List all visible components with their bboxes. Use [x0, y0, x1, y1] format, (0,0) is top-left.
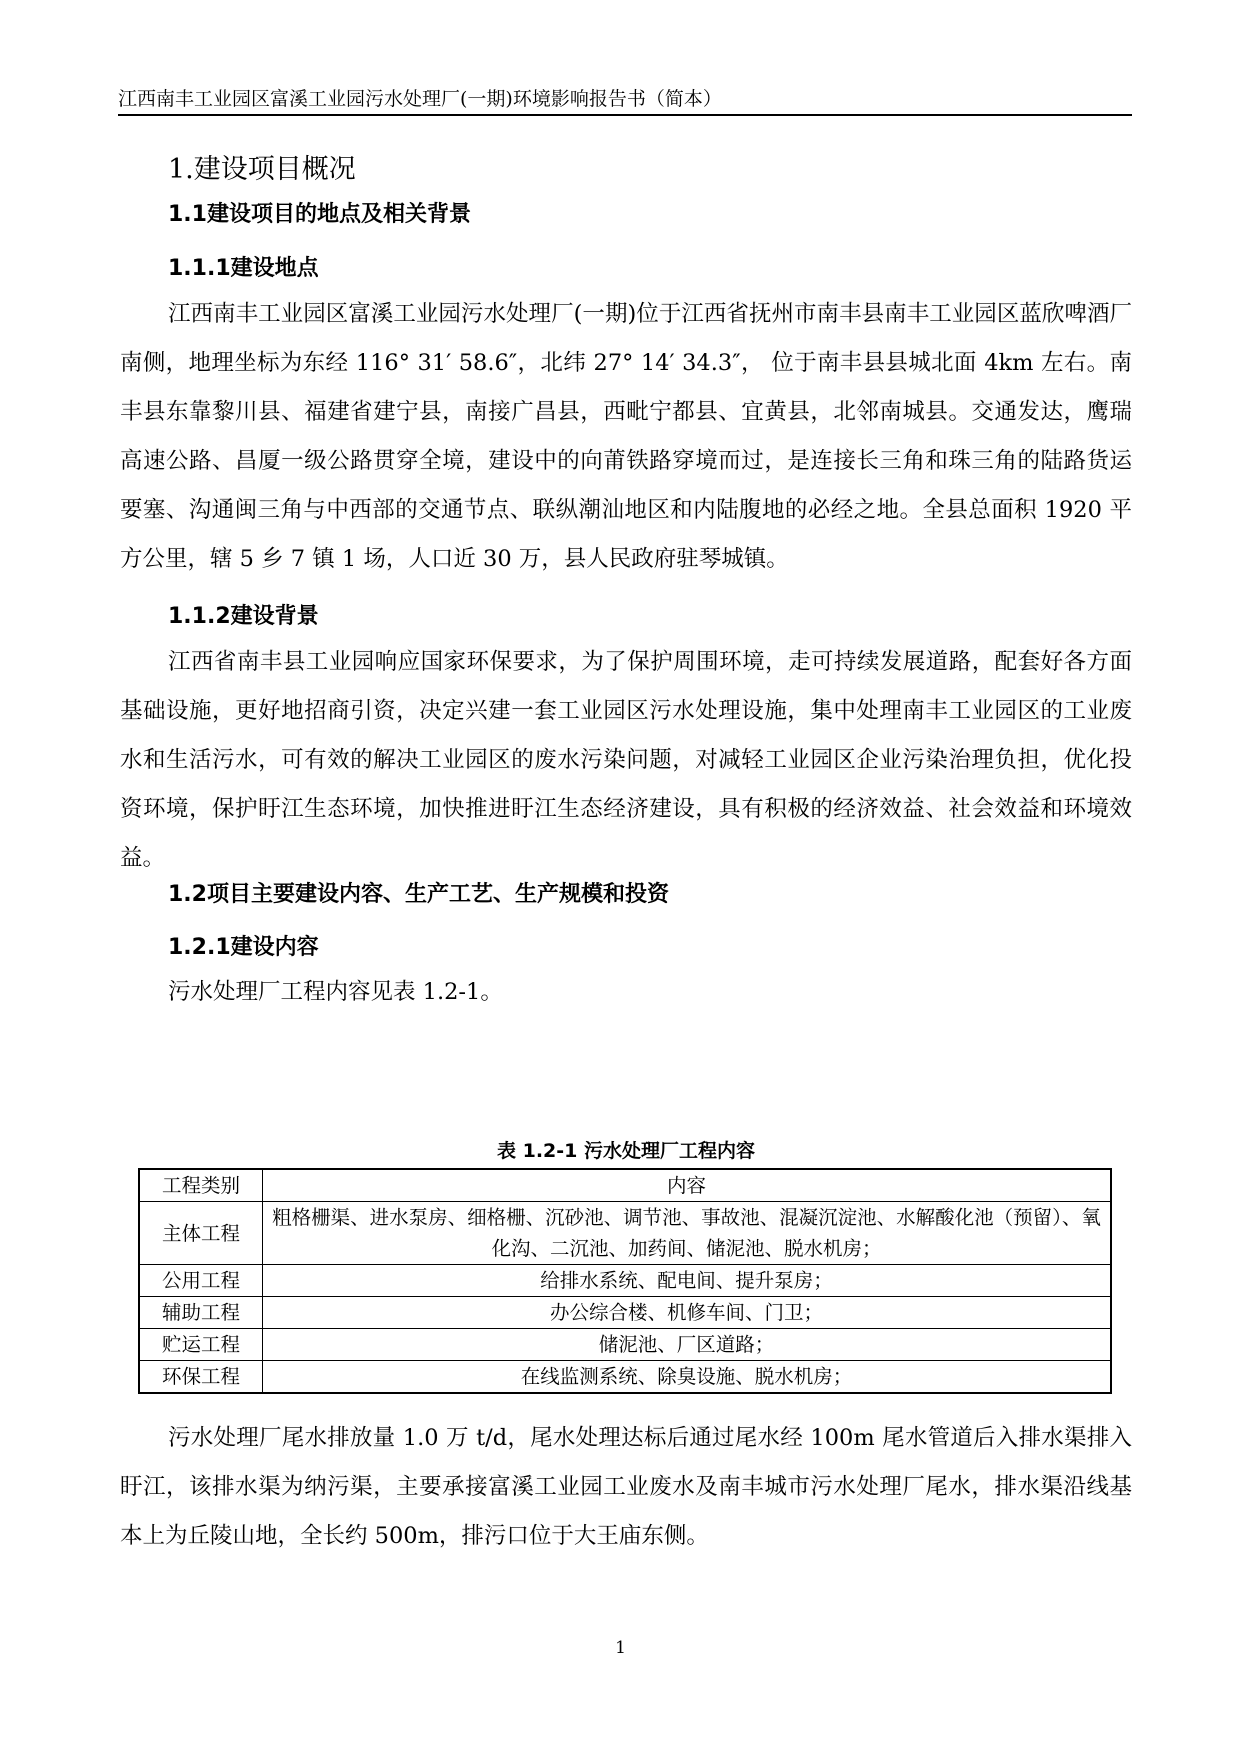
table-cell-category: 公用工程 — [139, 1265, 263, 1297]
table-cell-content: 给排水系统、配电间、提升泵房； — [263, 1265, 1112, 1297]
table-cell-category: 主体工程 — [139, 1202, 263, 1265]
subsection-heading-1-1-2: 1.1.2建设背景 — [168, 604, 319, 629]
table-header-cell: 内容 — [263, 1169, 1112, 1202]
subsection-heading-1-1-1: 1.1.1建设地点 — [168, 256, 319, 281]
section-heading-1-1: 1.1建设项目的地点及相关背景 — [168, 202, 471, 227]
subsection-heading-1-2-1: 1.2.1建设内容 — [168, 935, 319, 960]
section-heading-1-2: 1.2项目主要建设内容、生产工艺、生产规模和投资 — [168, 882, 669, 907]
table-caption: 表 1.2-1 污水处理厂工程内容 — [497, 1140, 755, 1162]
table-row — [139, 1297, 1111, 1329]
chapter-title: 1.建设项目概况 — [168, 154, 356, 185]
table-cell-content: 办公综合楼、机修车间、门卫； — [263, 1297, 1112, 1329]
running-header: 江西南丰工业园区富溪工业园污水处理厂(一期)环境影响报告书（简本） — [118, 84, 1132, 116]
page-number: 1 — [615, 1638, 626, 1658]
table-row — [139, 1202, 1111, 1265]
table-cell-content: 储泥池、厂区道路； — [263, 1329, 1112, 1361]
table-header-row — [139, 1169, 1111, 1202]
table-cell-content: 在线监测系统、除臭设施、脱水机房； — [263, 1361, 1112, 1394]
table-cell-category: 贮运工程 — [139, 1329, 263, 1361]
table-header-cell: 工程类别 — [139, 1169, 263, 1202]
table-row — [139, 1329, 1111, 1361]
table-cell-category: 辅助工程 — [139, 1297, 263, 1329]
table-cell-category: 环保工程 — [139, 1361, 263, 1394]
table-cell-content: 粗格栅渠、进水泵房、细格栅、沉砂池、调节池、事故池、混凝沉淀池、水解酸化池（预留）、氧化沟、二沉池、加药间、储泥池、脱水机房； — [263, 1202, 1112, 1265]
table-row — [139, 1265, 1111, 1297]
project-content-table — [138, 1168, 1112, 1394]
paragraph-background: 江西省南丰县工业园响应国家环保要求，为了保护周围环境，走可持续发展道路，配套好各方面基础设施，更好地招商引资，决定兴建一套工业园区污水处理设施，集中处理南丰工业园区的工业废水和生活污水，可有效的解决工业园区的废水污染问题，对减轻工业园区企业污染治理负担，优化投资环境，保护盱江生态环境，加快推进盱江生态经济建设，具有积极的经济效益、社会效益和环境效益。 — [120, 649, 1132, 871]
paragraph-discharge: 污水处理厂尾水排放量 1.0 万 t/d，尾水处理达标后通过尾水经 100m 尾水管道后入排水渠排入盱江，该排水渠为纳污渠，主要承接富溪工业园工业废水及南丰城市污水处理厂尾水，排水渠沿线基本上为丘陵山地，全长约 500m，排污口位于大王庙东侧。 — [120, 1425, 1132, 1549]
paragraph-table-intro: 污水处理厂工程内容见表 1.2-1。 — [168, 979, 503, 1005]
paragraph-location: 江西南丰工业园区富溪工业园污水处理厂(一期)位于江西省抚州市南丰县南丰工业园区蓝欣啤酒厂南侧，地理坐标为东经 116° 31′ 58.6″，北纬 27° 14′ 34.3″， 位于南丰县县城北面 4km 左右。南丰县东靠黎川县、福建省建宁县，南接广昌县，西毗宁都县、宜黄县，北邻南城县。交通发达，鹰瑞高速公路、昌厦一级公路贯穿全境，建设中的向莆铁路穿境而过，是连接长三角和珠三角的陆路货运要塞、沟通闽三角与中西部的交通节点、联纵潮汕地区和内陆腹地的必经之地。全县总面积 1920 平方公里，辖 5 乡 7 镇 1 场，人口近 30 万，县人民政府驻琴城镇。 — [120, 301, 1132, 572]
table-row — [139, 1361, 1111, 1394]
